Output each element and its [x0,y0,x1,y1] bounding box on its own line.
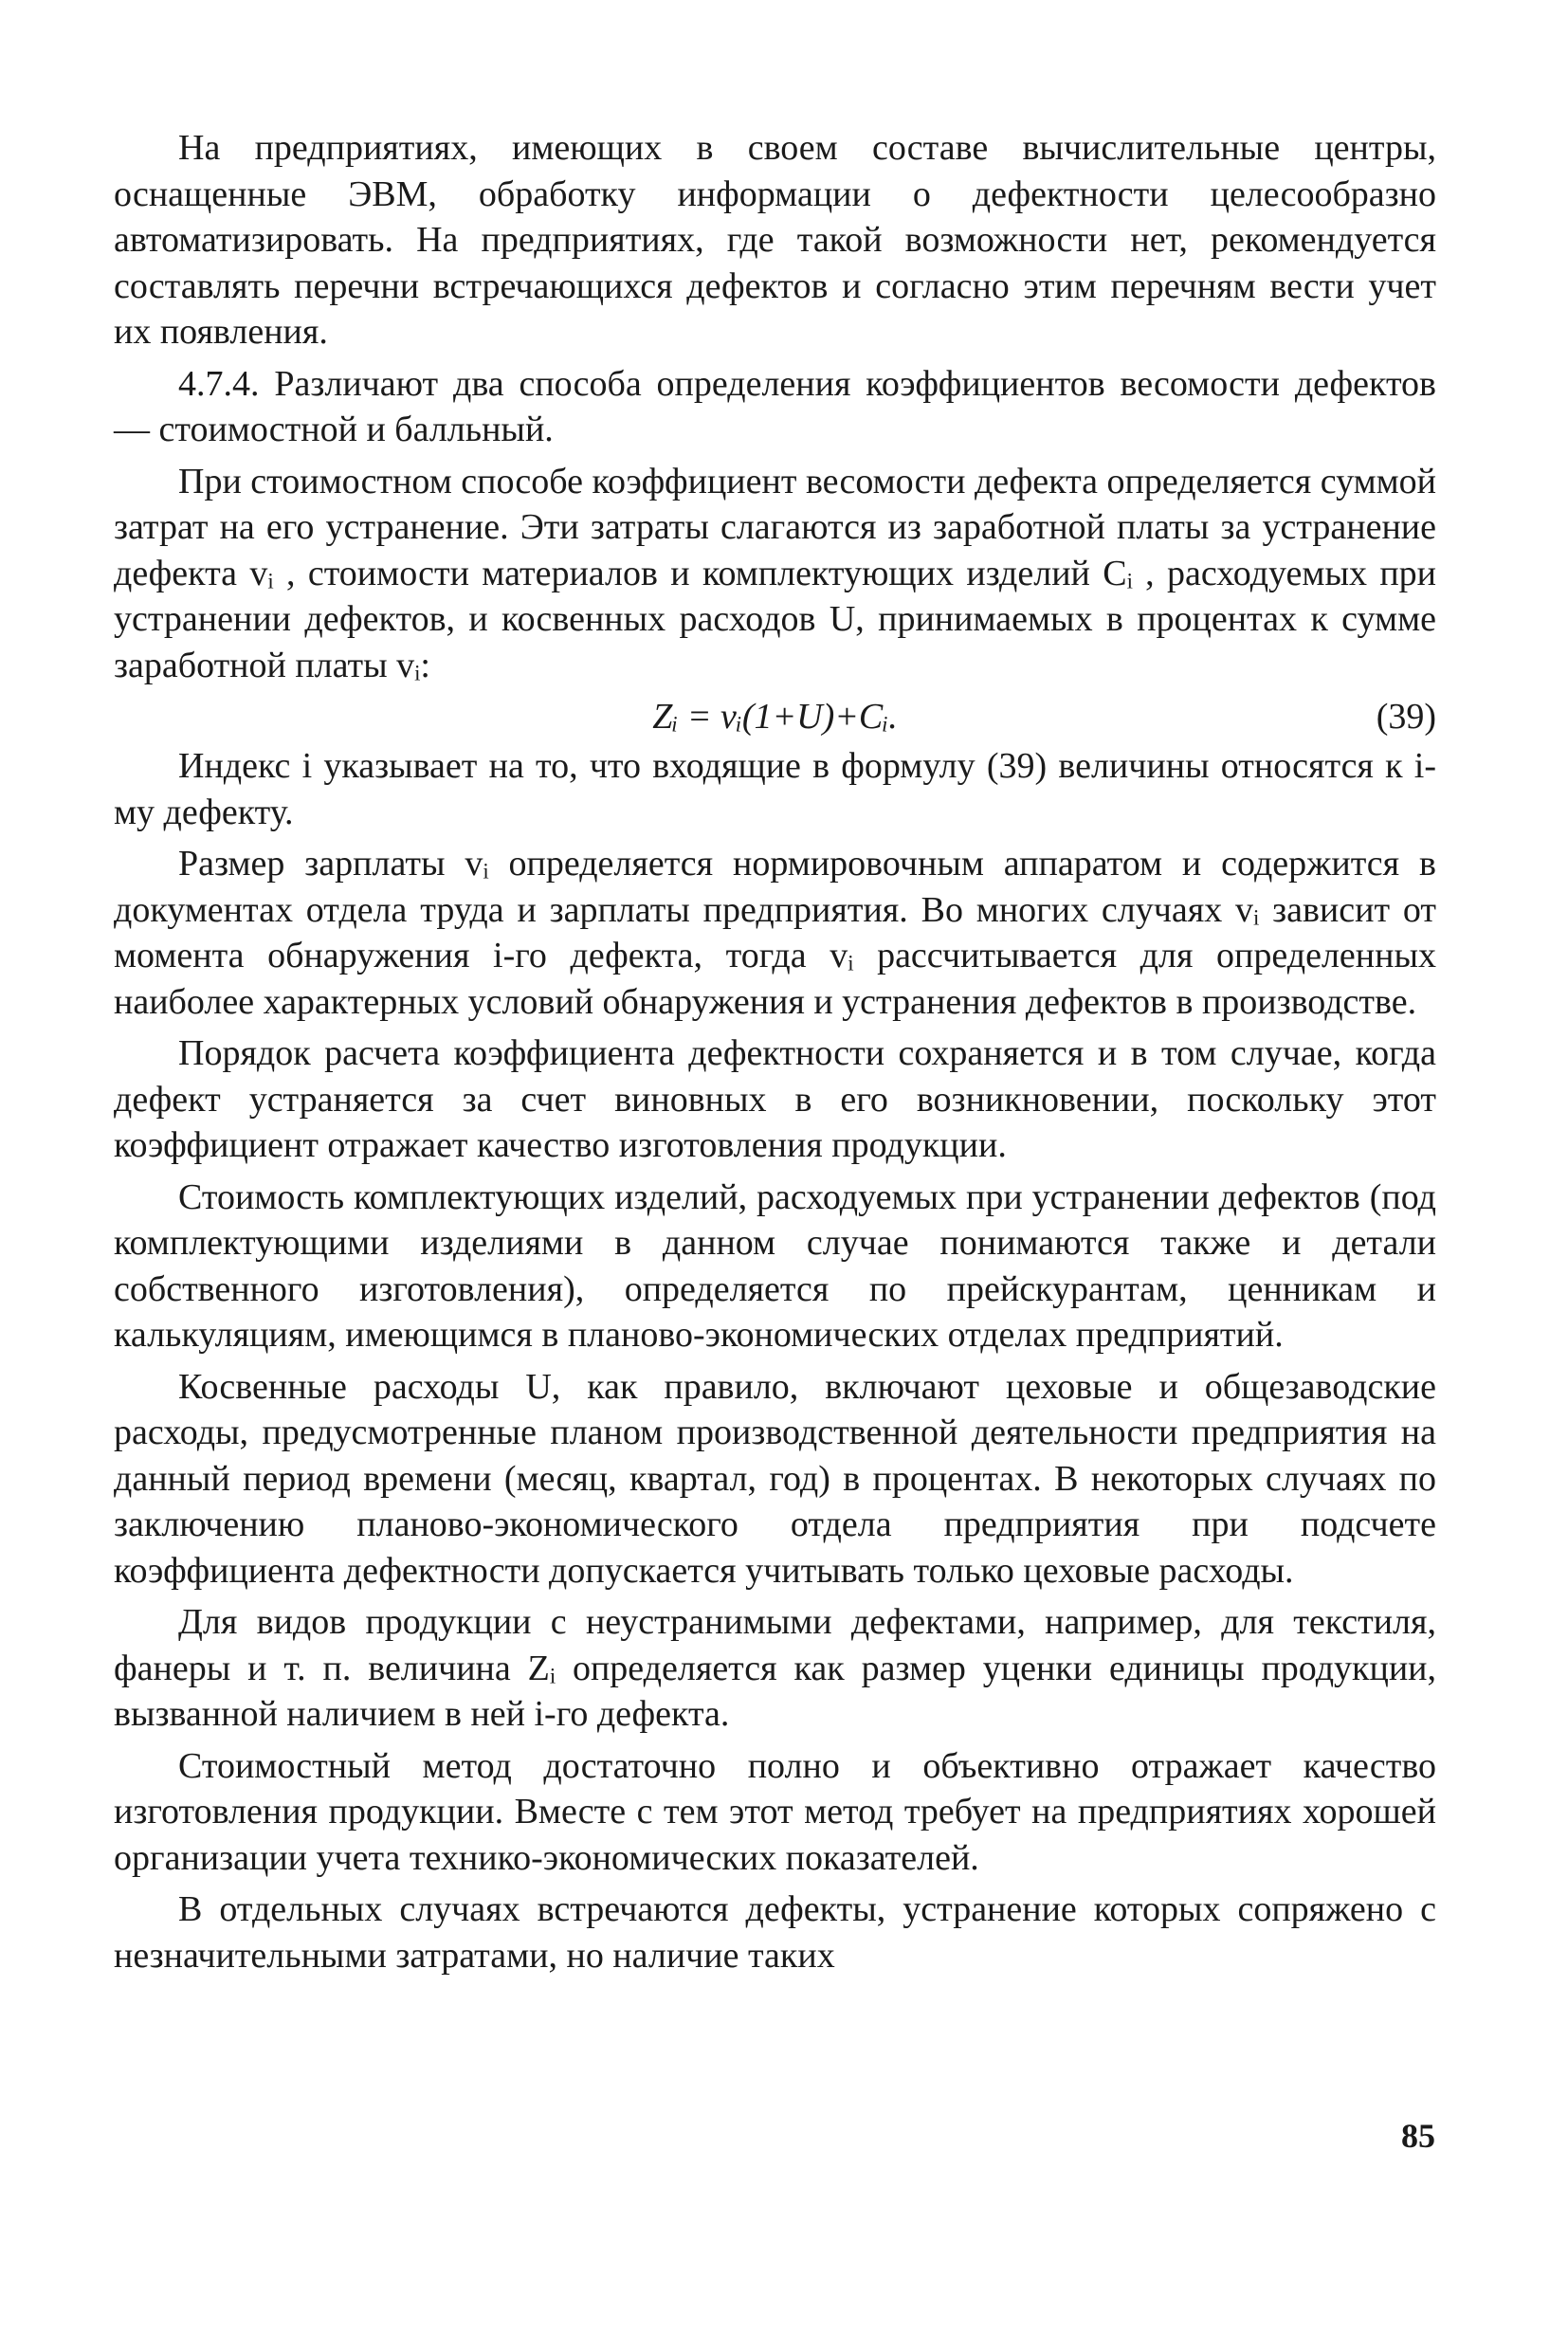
paragraph-components-cost: Стоимость комплектующих изделий, расходуемых при устранении дефектов (под комплектующими изделиями в данном случае понимаются также и детали собственного изготовления), определяется по прейскурантам, ценникам и калькуляциям, имеющимся в планово-экономических отделах предприятий. [114,1176,1436,1355]
page-body [114,125,1436,1984]
paragraph-salary-size: Размер зарплаты vᵢ определяется нормировочным аппаратом и содержится в документах отдела труда и зарплаты предприятия. Во многих случаях vᵢ зависит от момента обнаружения i-го дефекта, тогда vᵢ рассчитывается для определенных наиболее характерных условий обнаружения и устранения дефектов в производстве. [114,844,1436,1022]
paragraph-calculation-order: Порядок расчета коэффициента дефектности сохраняется и в том случае, когда дефект устраняется за счет виновных в его возникновении, поскольку этот коэффициент отражает качество изготовления продукции. [114,1033,1436,1165]
formula-39 [114,694,1436,739]
formula-expression: Zᵢ = vᵢ(1+U)+Cᵢ. [652,697,898,737]
paragraph-computing-centers: На предприятиях, имеющих в своем составе вычислительные центры, оснащенные ЭВМ, обработку информации о дефектности целесообразно автоматизировать. На предприятиях, где такой возможности нет, рекомендуется составлять перечни встречающихся дефектов и согласно этим перечням вести учет их появления. [114,128,1436,352]
paragraph-index-i: Индекс i указывает на то, что входящие в формулу (39) величины относятся к i-му дефекту. [114,746,1436,832]
page-number: 85 [1401,2117,1435,2155]
paragraph-cost-method-summary: Стоимостный метод достаточно полно и объективно отражает качество изготовления продукции. Вместе с тем этот метод требует на предприятиях хорошей организации учета технико-экономических показателей. [114,1745,1436,1878]
paragraph-minor-defects: В отдельных случаях встречаются дефекты, устранение которых сопряжено с незначительными затратами, но наличие таких [114,1889,1436,1976]
paragraph-indirect-costs: Косвенные расходы U, как правило, включают цеховые и общезаводские расходы, предусмотренные планом производственной деятельности предприятия на данный период времени (месяц, квартал, год) в процентах. В некоторых случаях по заключению планово-экономического отдела предприятия при подсчете коэффициента дефектности допускается учитывать только цеховые расходы. [114,1366,1436,1591]
paragraph-section-4-7-4: 4.7.4. Различают два способа определения коэффициентов весомости дефектов — стоимостной и балльный. [114,363,1436,449]
formula-number: (39) [1376,697,1436,737]
paragraph-cost-method: При стоимостном способе коэффициент весомости дефекта определяется суммой затрат на его устранение. Эти затраты слагаются из заработной платы за устранение дефекта vᵢ , стоимости материалов и комплектующих изделий Cᵢ , расходуемых при устранении дефектов, и косвенных расходов U, принимаемых в процентах к сумме заработной платы vᵢ: [114,461,1436,685]
paragraph-irremovable-defects: Для видов продукции с неустранимыми дефектами, например, для текстиля, фанеры и т. п. величина Zᵢ определяется как размер уценки единицы продукции, вызванной наличием в ней i-го дефекта. [114,1602,1436,1734]
